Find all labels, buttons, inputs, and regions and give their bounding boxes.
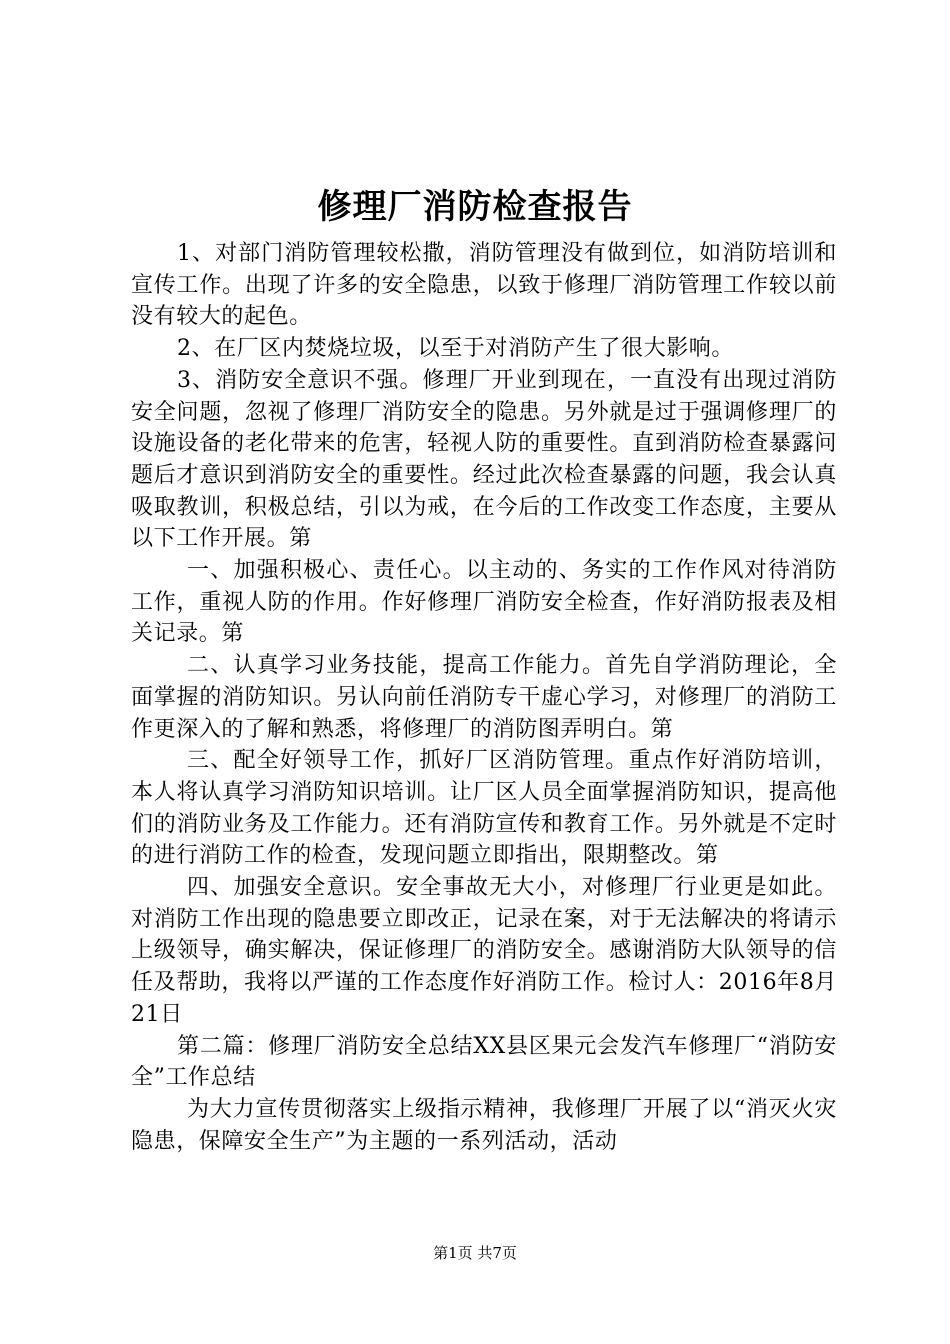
paragraph-item-3: 3、消防安全意识不强。修理厂开业到现在，一直没有出现过消防安全问题，忽视了修理厂消防安全的隐患。另外就是过于强调修理厂的设施设备的老化带来的危害，轻视人防的重要性。直到消防检查暴露问题后才意识到消防安全的重要性。经过此次检查暴露的问题，我会认真吸取教训，积极总结，引以为戒，在今后的工作改变工作态度，主要从以下工作开展。第 <box>131 367 837 552</box>
paragraph-point-4: 四、加强安全意识。安全事故无大小，对修理厂行业更是如此。对消防工作出现的隐患要立即改正，记录在案，对于无法解决的将请示上级领导，确实解决，保证修理厂的消防安全。感谢消防大队领导的信任及帮助，我将以严谨的工作态度作好消防工作。检讨人：2016年8月21日 <box>131 875 837 1027</box>
page-number-footer: 第1页 共7页 <box>433 1244 517 1262</box>
paragraph-item-1: 1、对部门消防管理较松撒，消防管理没有做到位，如消防培训和宣传工作。出现了许多的安全隐患，以致于修理厂消防管理工作较以前没有较大的起色。 <box>131 241 837 330</box>
paragraph-point-3: 三、配全好领导工作，抓好厂区消防管理。重点作好消防培训，本人将认真学习消防知识培训。让厂区人员全面掌握消防知识，提高他们的消防业务及工作能力。还有消防宣传和教育工作。另外就是不定时的进行消防工作的检查，发现问题立即指出，限期整改。第 <box>131 748 837 869</box>
paragraph-point-1: 一、加强积极心、责任心。以主动的、务实的工作作风对待消防工作，重视人防的作用。作好修理厂消防安全检查，作好消防报表及相关记录。第 <box>131 558 837 647</box>
paragraph-item-2: 2、在厂区内焚烧垃圾，以至于对消防产生了很大影响。 <box>177 336 734 362</box>
document-body <box>131 238 837 1157</box>
paragraph-point-2: 二、认真学习业务技能，提高工作能力。首先自学消防理论，全面掌握的消防知识。另认向前任消防专干虚心学习，对修理厂的消防工作更深入的了解和熟悉，将修理厂的消防图弄明白。第 <box>131 653 837 742</box>
paragraph-section-2-heading: 第二篇：修理厂消防安全总结XX县区果元会发汽车修理厂“消防安全”工作总结 <box>131 1033 837 1091</box>
document-title: 修理厂消防检查报告 <box>317 187 633 227</box>
paragraph-section-2-body: 为大力宣传贯彻落实上级指示精神，我修理厂开展了以“消灭火灾隐患，保障安全生产”为主题的一系列活动，活动 <box>131 1096 837 1154</box>
